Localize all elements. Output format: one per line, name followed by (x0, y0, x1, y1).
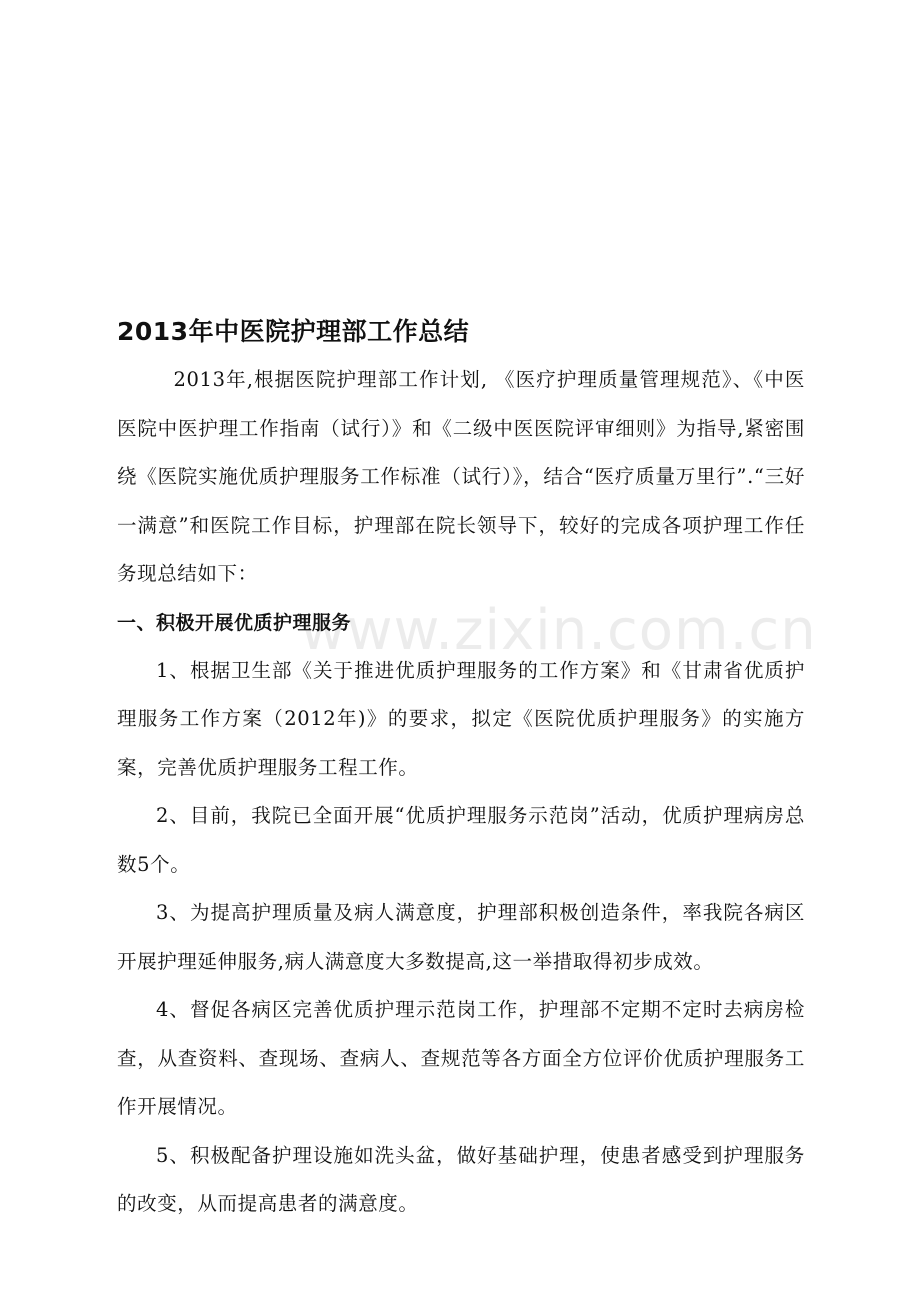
list-item: 3、为提高护理质量及病人满意度，护理部积极创造条件，率我院各病区开展护理延伸服务,病人满意度大多数提高,这一举措取得初步成效。 (117, 901, 805, 973)
list-item: 4、督促各病区完善优质护理示范岗工作，护理部不定期不定时去病房检查，从查资料、查现场、查病人、查规范等各方面全方位评价优质护理服务工作开展情况。 (117, 998, 805, 1118)
section-heading: 一、积极开展优质护理服务 (117, 611, 352, 634)
intro-paragraph: 2013年,根据医院护理部工作计划, 《医疗护理质量管理规范》、《中医医院中医护理工作指南（试行）》和《二级中医医院评审细则》为指导,紧密围绕《医院实施优质护理服务工作标准（试行）》，结合“医疗质量万里行”.“三好一满意”和医院工作目标，护理部在院长领导下，较好的完成各项护理工作任务现总结如下： (117, 368, 805, 585)
list-item: 2、目前，我院已全面开展“优质护理服务示范岗”活动，优质护理病房总数5个。 (117, 804, 805, 876)
document-body (117, 310, 805, 1229)
document-title: 2013年中医院护理部工作总结 (117, 317, 470, 346)
list-item: 1、根据卫生部《关于推进优质护理服务的工作方案》和《甘肃省优质护理服务工作方案（2012年)》的要求，拟定《医院优质护理服务》的实施方案，完善优质护理服务工程工作。 (117, 658, 805, 779)
list-item: 5、积极配备护理设施如洗头盆，做好基础护理，使患者感受到护理服务的改变，从而提高患者的满意度。 (117, 1143, 805, 1215)
watermark-text: www.zixin.com.cn (300, 598, 817, 663)
